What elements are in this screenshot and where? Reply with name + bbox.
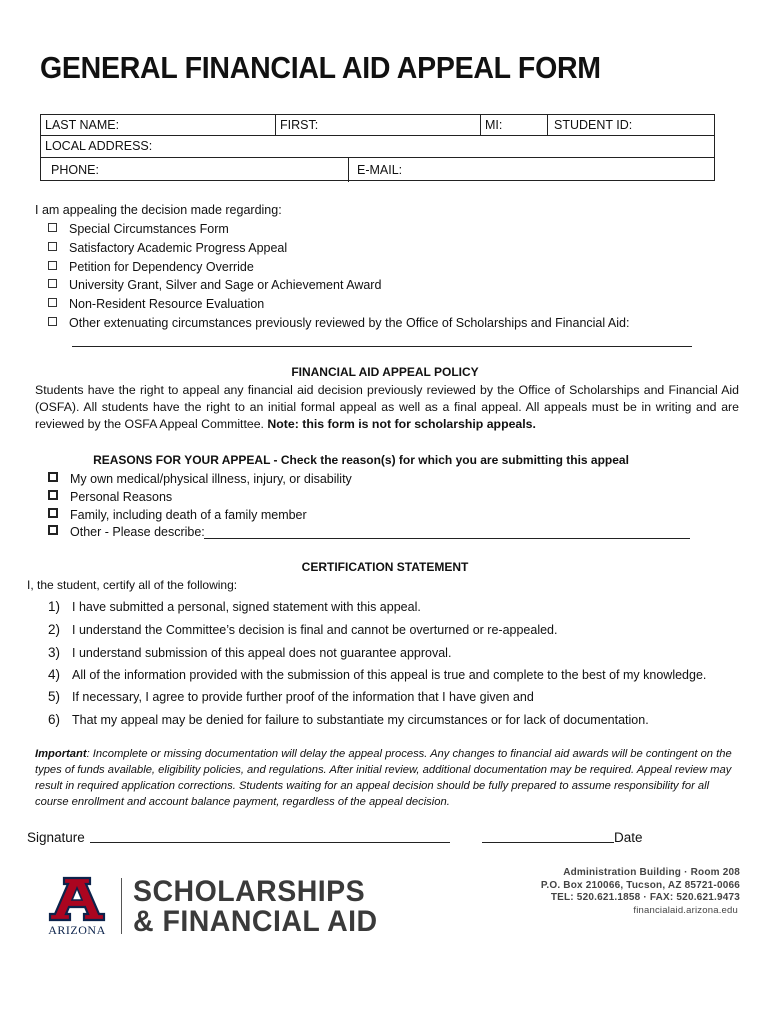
- arizona-logo: [41, 876, 113, 937]
- student-info-table: [40, 114, 715, 181]
- appeal-option[interactable]: Other extenuating circumstances previously reviewed by the Office of Scholarships and Financial Aid:: [48, 316, 629, 330]
- local-address-label: LOCAL ADDRESS:: [45, 139, 153, 153]
- checkbox-icon[interactable]: [48, 472, 58, 482]
- certification-item: 3) I understand submission of this appeal does not guarantee approval.: [48, 645, 452, 660]
- arizona-a-icon: [41, 876, 113, 922]
- first-name-label: FIRST:: [280, 118, 319, 132]
- appeal-option[interactable]: Petition for Dependency Override: [48, 260, 254, 274]
- checkbox-icon[interactable]: [48, 223, 57, 232]
- other-circumstances-line[interactable]: [72, 346, 692, 347]
- student-id-field[interactable]: [547, 115, 714, 135]
- appeal-intro: I am appealing the decision made regarding:: [35, 203, 282, 217]
- last-name-label: LAST NAME:: [45, 118, 120, 132]
- checkbox-icon[interactable]: [48, 279, 57, 288]
- reason-option[interactable]: Family, including death of a family member: [48, 508, 307, 522]
- certification-item: 2) I understand the Committee’s decision is final and cannot be overturned or re-appealed.: [48, 622, 558, 637]
- certification-item: 6) That my appeal may be denied for failure to substantiate my circumstances or for lack of documentation.: [48, 712, 649, 727]
- last-name-field[interactable]: [41, 115, 275, 135]
- checkbox-icon[interactable]: [48, 490, 58, 500]
- important-notice: Important: Incomplete or missing documentation will delay the appeal process. Any changes to financial aid awards will be contingent on the types of funds available, eligibility policies, and regulations. After initial review, additional documentation may be required. Appeal review may result in required application corrections. Students waiting for an appeal decision should be fully prepared to assume responsibility for all course enrollment and account balance payment, regardless of the appeal decision.: [35, 748, 732, 808]
- mi-field[interactable]: [480, 115, 547, 135]
- office-address: Administration Building · Room 208 P.O. Box 210066, Tucson, AZ 85721-0066 TEL: 520.621.1858 · FAX: 520.621.9473 financialaid.arizona.edu: [540, 867, 740, 916]
- first-name-field[interactable]: [275, 115, 480, 135]
- checkbox-icon[interactable]: [48, 242, 57, 251]
- checkbox-icon[interactable]: [48, 508, 58, 518]
- policy-text: Students have the right to appeal any financial aid decision previously reviewed by the Office of Scholarships and Financial Aid (OSFA). All students have the right to an initial formal appeal as well as a final appeal. All appeals must be in writing and are reviewed by the OSFA Appeal Committee. Note: this form is not for scholarship appeals.: [35, 383, 739, 431]
- other-reason-line[interactable]: [204, 538, 690, 539]
- signature-label: Signature: [27, 830, 85, 845]
- reason-option[interactable]: My own medical/physical illness, injury, or disability: [48, 472, 352, 486]
- phone-label: PHONE:: [51, 163, 99, 177]
- checkbox-icon[interactable]: [48, 525, 58, 535]
- certification-heading: CERTIFICATION STATEMENT: [301, 560, 469, 574]
- date-line[interactable]: [482, 842, 614, 843]
- page-title: GENERAL FINANCIAL AID APPEAL FORM: [40, 50, 601, 85]
- important-label: Important: [35, 748, 87, 760]
- appeal-option[interactable]: Special Circumstances Form: [48, 222, 229, 236]
- email-label: E-MAIL:: [357, 163, 403, 177]
- email-field[interactable]: [348, 158, 714, 182]
- mi-label: MI:: [485, 118, 503, 132]
- policy-note: Note: this form is not for scholarship appeals.: [267, 417, 536, 431]
- policy-heading: FINANCIAL AID APPEAL POLICY: [291, 365, 479, 379]
- appeal-option[interactable]: Non-Resident Resource Evaluation: [48, 297, 264, 311]
- certification-item: 4) All of the information provided with the submission of this appeal is true and complete to the best of my knowledge.: [48, 667, 707, 682]
- checkbox-icon[interactable]: [48, 261, 57, 270]
- signature-line[interactable]: [90, 842, 450, 843]
- checkbox-icon[interactable]: [48, 298, 57, 307]
- certification-intro: I, the student, certify all of the following:: [27, 578, 238, 592]
- office-name: SCHOLARSHIPS & FINANCIAL AID: [133, 875, 378, 938]
- local-address-field[interactable]: [41, 136, 714, 158]
- date-label: Date: [614, 830, 643, 845]
- certification-item: 5) If necessary, I agree to provide further proof of the information that I have given and: [48, 689, 534, 704]
- arizona-caption: ARIZONA: [48, 923, 106, 937]
- appeal-option[interactable]: University Grant, Silver and Sage or Achievement Award: [48, 278, 381, 292]
- reason-option[interactable]: Personal Reasons: [48, 490, 172, 504]
- checkbox-icon[interactable]: [48, 317, 57, 326]
- certification-item: 1) I have submitted a personal, signed statement with this appeal.: [48, 599, 421, 614]
- reason-option[interactable]: Other - Please describe:: [48, 525, 205, 539]
- phone-field[interactable]: [41, 158, 348, 182]
- reasons-heading: REASONS FOR YOUR APPEAL - Check the reason(s) for which you are submitting this appeal: [93, 453, 629, 467]
- website-link[interactable]: financialaid.arizona.edu: [633, 904, 738, 916]
- appeal-option[interactable]: Satisfactory Academic Progress Appeal: [48, 241, 287, 255]
- logo-divider: [121, 878, 122, 934]
- student-id-label: STUDENT ID:: [554, 118, 633, 132]
